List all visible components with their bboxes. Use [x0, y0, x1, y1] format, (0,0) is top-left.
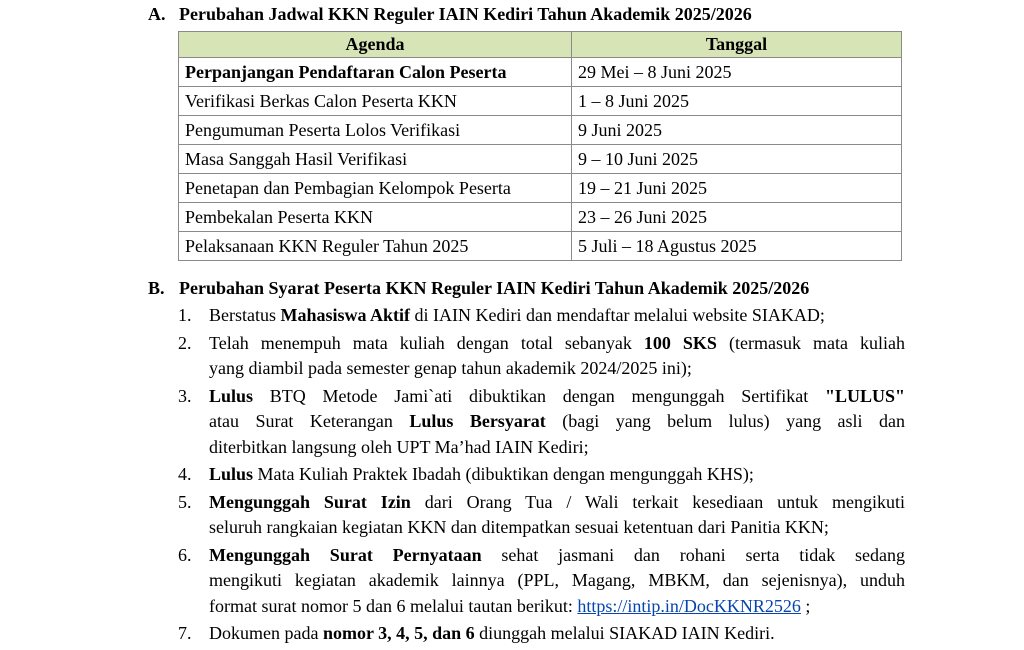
section-b-letter: B. — [148, 278, 165, 298]
date-cell: 29 Mei – 8 Juni 2025 — [572, 58, 902, 87]
list-item-line — [209, 594, 905, 620]
table-row — [179, 203, 902, 232]
text-segment: di IAIN Kediri dan mendaftar melalui website SIAKAD; — [410, 305, 825, 325]
text-segment: diterbitkan langsung oleh UPT Ma’had IAIN Kediri; — [209, 436, 589, 457]
date-cell: 9 – 10 Juni 2025 — [572, 145, 902, 174]
agenda-cell: Penetapan dan Pembagian Kelompok Peserta — [179, 174, 572, 203]
list-item — [178, 462, 905, 488]
section-a-title: Perubahan Jadwal KKN Reguler IAIN Kediri Tahun Akademik 2025/2026 — [179, 4, 752, 24]
agenda-cell: Verifikasi Berkas Calon Peserta KKN — [179, 87, 572, 116]
agenda-cell: Pembekalan Peserta KKN — [179, 203, 572, 232]
text-segment: (bagi yang belum lulus) yang asli dan — [545, 411, 905, 431]
list-item-line — [209, 490, 905, 516]
list-item-line — [209, 356, 905, 382]
list-item-number: 2. — [178, 332, 192, 353]
date-cell: 19 – 21 Juni 2025 — [572, 174, 902, 203]
text-segment: Berstatus — [209, 305, 281, 325]
header-agenda: Agenda — [179, 32, 572, 58]
list-item-line — [209, 435, 905, 461]
agenda-cell: Pengumuman Peserta Lolos Verifikasi — [179, 116, 572, 145]
text-segment: seluruh rangkaian kegiatan KKN dan ditempatkan sesuai ketentuan dari Panitia KKN; — [209, 517, 829, 537]
agenda-cell: Perpanjangan Pendaftaran Calon Peserta — [179, 58, 572, 87]
list-item-line — [209, 568, 905, 594]
list-item-line — [209, 384, 905, 410]
list-item — [178, 303, 905, 329]
bold-text: Lulus Bersyarat — [409, 411, 546, 431]
table-row — [179, 116, 902, 145]
text-segment: diunggah melalui SIAKAD IAIN Kediri. — [474, 623, 775, 643]
table-row — [179, 232, 902, 261]
date-cell: 1 – 8 Juni 2025 — [572, 87, 902, 116]
text-segment: atau Surat Keterangan — [209, 411, 410, 431]
list-item-line — [209, 515, 905, 541]
text-segment: yang diambil pada semester genap tahun akademik 2024/2025 ini); — [209, 358, 692, 378]
list-item-number: 6. — [178, 544, 192, 565]
text-segment: BTQ Metode Jami`ati dibuktikan dengan mengunggah Sertifikat — [253, 385, 825, 406]
document-link[interactable]: https://intip.in/DocKKNR2526 — [577, 595, 801, 616]
list-item-number: 5. — [178, 491, 192, 512]
bold-text: "LULUS" — [824, 385, 905, 406]
list-item-number: 7. — [178, 623, 192, 643]
bold-text: Mahasiswa Aktif — [280, 305, 411, 325]
table-row — [179, 87, 902, 116]
list-item — [178, 621, 905, 647]
list-item-number: 4. — [178, 464, 192, 484]
bold-text: 100 SKS — [643, 332, 717, 353]
requirements-list — [178, 303, 905, 649]
text-segment: (termasuk mata kuliah — [716, 332, 905, 353]
list-item-line — [209, 621, 905, 647]
text-segment: mengikuti kegiatan akademik lainnya (PPL, Magang, MBKM, dan sejenisnya), unduh — [209, 570, 905, 590]
date-cell: 9 Juni 2025 — [572, 116, 902, 145]
text-segment: Dokumen pada — [209, 623, 323, 643]
list-item-line — [209, 303, 905, 329]
header-tanggal: Tanggal — [572, 32, 902, 58]
agenda-cell: Masa Sanggah Hasil Verifikasi — [179, 145, 572, 174]
bold-text: Mengunggah Surat Izin — [209, 491, 411, 512]
table-row — [179, 174, 902, 203]
list-item — [178, 384, 905, 461]
bold-text: Lulus — [209, 385, 254, 406]
list-item — [178, 543, 905, 620]
list-item-line — [209, 331, 905, 357]
date-cell: 23 – 26 Juni 2025 — [572, 203, 902, 232]
bold-text: Lulus — [209, 464, 254, 484]
bold-text: Mengunggah Surat Pernyataan — [209, 544, 482, 565]
table-row — [179, 145, 902, 174]
list-item-number: 1. — [178, 305, 192, 325]
list-item — [178, 331, 905, 382]
list-item — [178, 490, 905, 541]
table-row — [179, 58, 902, 87]
bold-text: nomor 3, 4, 5, dan 6 — [322, 623, 475, 643]
text-segment: Mata Kuliah Praktek Ibadah (dibuktikan dengan mengunggah KHS); — [253, 464, 754, 484]
text-segment: sehat jasmani dan rohani serta tidak sedang — [481, 544, 905, 565]
text-segment: Telah menempuh mata kuliah dengan total sebanyak — [209, 332, 644, 353]
list-item-number: 3. — [178, 385, 192, 406]
agenda-cell: Pelaksanaan KKN Reguler Tahun 2025 — [179, 232, 572, 261]
section-b-title: Perubahan Syarat Peserta KKN Reguler IAIN Kediri Tahun Akademik 2025/2026 — [179, 278, 810, 298]
list-item-line — [209, 543, 905, 569]
list-item-line — [209, 409, 905, 435]
list-item-line — [209, 462, 905, 488]
text-segment: dari Orang Tua / Wali terkait kesediaan untuk mengikuti — [410, 491, 905, 512]
section-a-letter: A. — [148, 4, 166, 24]
text-segment: ; — [800, 595, 811, 616]
table-header-row — [179, 32, 902, 58]
text-segment: format surat nomor 5 dan 6 melalui tautan berikut: — [209, 595, 578, 616]
date-cell: 5 Juli – 18 Agustus 2025 — [572, 232, 902, 261]
schedule-table — [178, 31, 902, 261]
